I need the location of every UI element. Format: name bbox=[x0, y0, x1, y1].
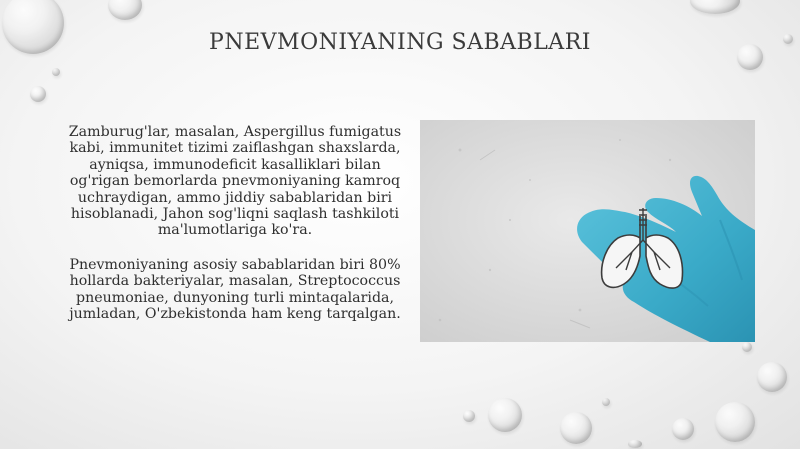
water-drop bbox=[560, 412, 592, 444]
water-drop bbox=[757, 362, 787, 392]
water-drop bbox=[690, 0, 740, 14]
water-drop bbox=[30, 86, 46, 102]
paragraph-bacterial-causes: Pnevmoniyaning asosiy sabablaridan biri 80% hollarda bakteriyalar, masalan, Streptococcus pneumoniae, dunyoning turli mintaqalarida, jumladan, O'zbekistonda ham keng tarqalgan. bbox=[69, 256, 401, 323]
hand-holding-lungs-illustration bbox=[420, 120, 755, 342]
paragraph-fungal-causes: Zamburug'lar, masalan, Aspergillus fumigatus kabi, immunitet tizimi zaiflashgan shaxslarda, ayniqsa, immunodeficit kasalliklari bilan og'rigan bemorlarda pnevmoniyaning kamroq uchraydigan, ammo jiddiy sabablaridan biri hisoblanadi, Jahon sog'liqni saqlash tashkiloti ma'lumotlariga ko'ra. bbox=[68, 124, 402, 239]
water-drop bbox=[672, 418, 694, 440]
water-drop bbox=[602, 398, 610, 406]
water-drop bbox=[52, 68, 60, 76]
water-drop bbox=[108, 0, 142, 20]
water-drop bbox=[715, 402, 755, 442]
water-drop bbox=[742, 342, 752, 352]
water-drop bbox=[463, 410, 475, 422]
slide-title: PNEVMONIYANING SABABLARI bbox=[209, 30, 591, 55]
body-text bbox=[55, 124, 415, 340]
lungs-photo bbox=[420, 120, 755, 342]
water-drop bbox=[628, 440, 642, 448]
water-drop bbox=[488, 398, 522, 432]
